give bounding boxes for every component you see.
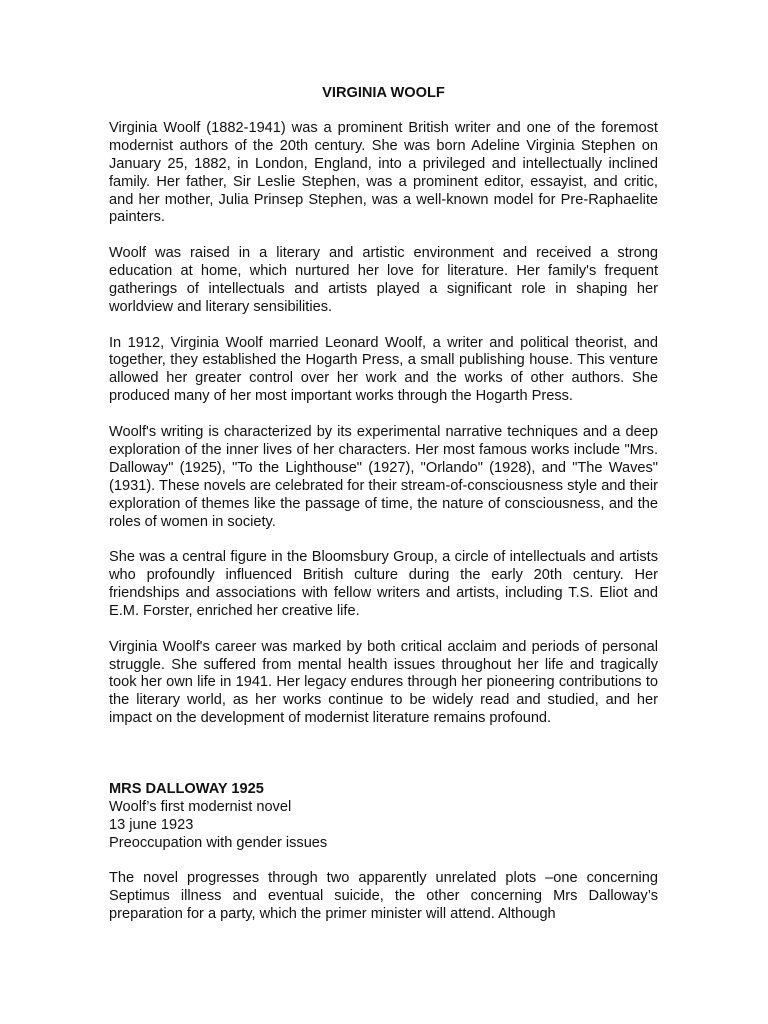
document-page bbox=[109, 85, 658, 924]
document-title: VIRGINIA WOOLF bbox=[322, 85, 445, 101]
paragraph-writing-style: Woolf's writing is characterized by its experimental narrative techniques and a deep exploration of the inner lives of her characters. Her most famous works include "Mrs. Dalloway" (1925), "To the Lighthouse" (1927), "Orlando" (1928), and "The Waves" (1931). These novels are celebrated for their stream-of-consciousness style and their exploration of themes like the passage of time, the nature of consciousness, and the roles of women in society. bbox=[109, 423, 658, 530]
paragraph-upbringing: Woolf was raised in a literary and artistic environment and received a strong education at home, which nurtured her love for literature. Her family's frequent gatherings of intellectuals and artists played a significant role in shaping her worldview and literary sensibilities. bbox=[109, 245, 658, 315]
section-note: 13 june 1923 bbox=[109, 816, 194, 833]
paragraph-bloomsbury-group: She was a central figure in the Bloomsbury Group, a circle of intellectuals and artists who profoundly influenced British culture during the early 20th century. Her friendships and associations with fellow writers and artists, including T.S. Eliot and E.M. Forster, enriched her creative life. bbox=[109, 549, 658, 619]
paragraph-biography: Virginia Woolf (1882-1941) was a prominent British writer and one of the foremost modernist authors of the 20th century. She was born Adeline Virginia Stephen on January 25, 1882, in London, England, into a privileged and intellectually inclined family. Her father, Sir Leslie Stephen, was a prominent editor, essayist, and critic, and her mother, Julia Prinsep Stephen, was a well-known model for Pre-Raphaelite painters. bbox=[109, 119, 658, 226]
section-note: Woolf’s first modernist novel bbox=[109, 798, 292, 815]
section-notes bbox=[109, 799, 658, 853]
section-title: MRS DALLOWAY 1925 bbox=[109, 780, 264, 797]
section-note: Preoccupation with gender issues bbox=[109, 834, 328, 851]
paragraph-novel-plot: The novel progresses through two apparently unrelated plots –one concerning Septimus illness and eventual suicide, the other concerning Mrs Dalloway’s preparation for a party, which the primer minister will attend. Although bbox=[109, 870, 658, 923]
paragraph-legacy: Virginia Woolf's career was marked by both critical acclaim and periods of personal struggle. She suffered from mental health issues throughout her life and tragically took her own life in 1941. Her legacy endures through her pioneering contributions to the literary world, as her works continue to be widely read and studied, and her impact on the development of modernist literature remains profound. bbox=[109, 638, 658, 727]
paragraph-hogarth-press: In 1912, Virginia Woolf married Leonard Woolf, a writer and political theorist, and together, they established the Hogarth Press, a small publishing house. This venture allowed her greater control over her work and the works of other authors. She produced many of her most important works through the Hogarth Press. bbox=[109, 334, 658, 405]
section-spacer bbox=[109, 746, 658, 781]
